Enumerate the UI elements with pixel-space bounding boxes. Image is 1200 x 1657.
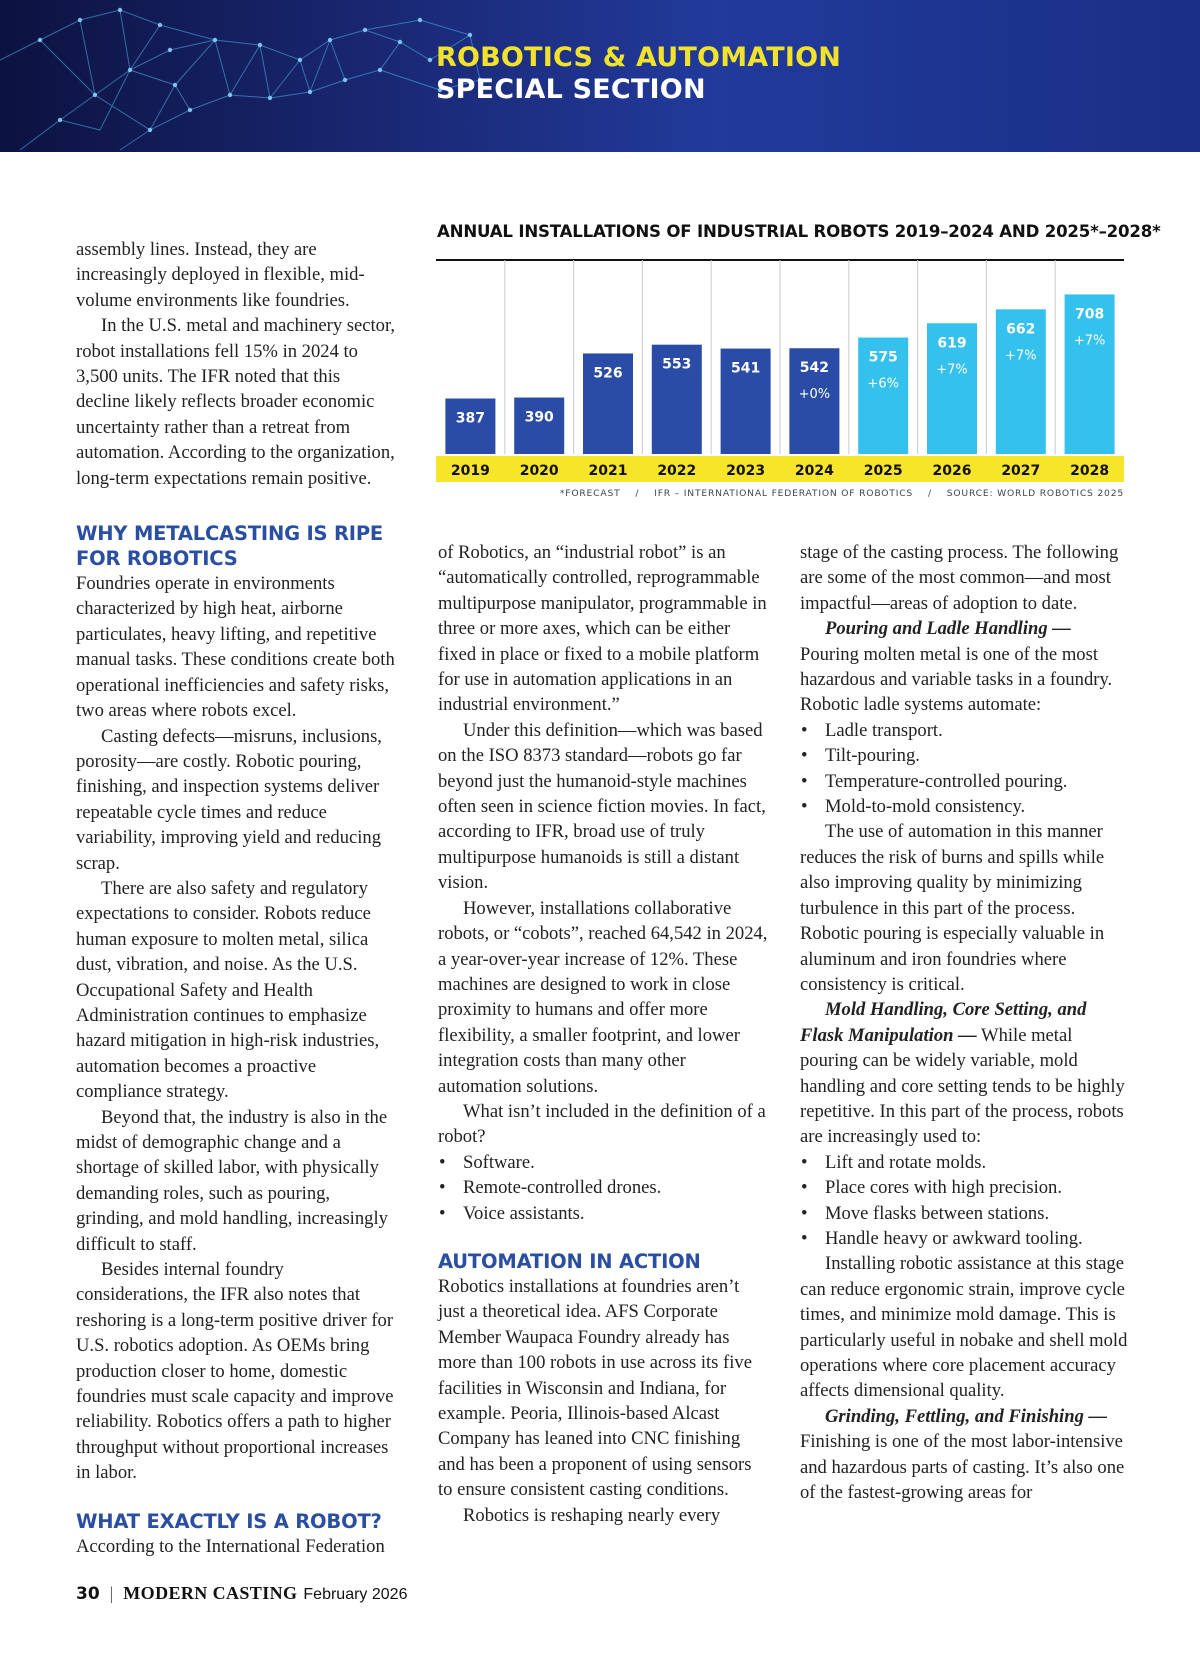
- bar-2020: [514, 398, 564, 454]
- paragraph-cobots: However, installations collaborative robots, or “cobots”, reached 64,542 in 2024, a year-over-year increase of 12%. These machines are designed to work in close proximity to humans and offer more flexibility, a smaller footprint, and lower integration costs than many other automation solutions.: [438, 897, 768, 1097]
- paragraph-iso-standard: Under this definition—which was based on the ISO 8373 standard—robots go far beyond just the humanoid-style machines often seen in science fiction movies. In fact, according to IFR, broad use of truly multipurpose humanoids is still a distant vision.: [438, 719, 766, 894]
- footnote-ifr: IFR – INTERNATIONAL FEDERATION OF ROBOTICS: [654, 488, 914, 499]
- x-tick-label: 2025: [863, 463, 903, 479]
- x-tick-label: 2027: [1001, 463, 1041, 479]
- bar-value-label: 553: [662, 356, 692, 373]
- list-item: • Software.: [438, 1150, 768, 1175]
- heading-what-is-robot: WHAT EXACTLY IS A ROBOT?: [76, 1509, 382, 1533]
- list-item: • Temperature-controlled pouring.: [800, 769, 1130, 794]
- text-mold: While metal pouring can be widely variable, mold handling and core setting tends to be highly repetitive. In this part of the process, robots are increasingly used to:: [800, 1024, 1125, 1148]
- paragraph-pouring: [800, 616, 1130, 718]
- ladle-list: [800, 718, 1130, 820]
- paragraph-ifr-definition: of Robotics, an “industrial robot” is an “automatically controlled, reprogrammable multipurpose manipulator, programmable in three or more axes, which can be either fixed in place or fixed to a mobile platform for use in automation applications in an industrial environment.”: [438, 542, 767, 716]
- x-tick-label: 2024: [794, 463, 834, 479]
- issue-date: February 2026: [303, 1586, 408, 1603]
- chart-title: ANNUAL INSTALLATIONS OF INDUSTRIAL ROBOTS 2019–2024 AND 2025*–2028*: [437, 222, 1161, 241]
- x-tick-label: 2026: [932, 463, 972, 479]
- list-item: • Move flasks between stations.: [800, 1201, 1130, 1226]
- paragraph-foundries: Foundries operate in environments characterized by high heat, airborne particulates, heavy lifting, and repetitive manual tasks. These conditions create both operational inefficiencies and safety risks, two areas where robots excel.: [76, 573, 395, 722]
- bar-growth-label: +0%: [798, 387, 831, 403]
- chart-footnote: [440, 488, 1124, 499]
- paragraph-foundry-installations: Robotics installations at foundries aren’t just a theoretical idea. AFS Corporate Member Waupaca Foundry already has more than 100 robots in use across its five facilities in Wisconsin and Indiana, for example. Peoria, Illinois-based Alcast Company has leaned into CNC finishing and has been a proponent of using sensors to ensure consistent casting conditions.: [438, 1275, 752, 1501]
- list-item: • Ladle transport.: [800, 718, 1130, 743]
- runin-mold: Mold Handling, Core Setting, and Flask Manipulation —: [800, 999, 1087, 1046]
- paragraph-mold-handling: [800, 997, 1130, 1149]
- bar-growth-label: +7%: [936, 362, 968, 378]
- not-robots-list: [438, 1150, 768, 1226]
- banner-title-line-2: SPECIAL SECTION: [436, 74, 706, 105]
- x-tick-label: 2022: [657, 463, 697, 479]
- footnote-separator-1: /: [635, 488, 640, 499]
- x-tick-label: 2023: [726, 463, 766, 479]
- paragraph-casting-defects: Casting defects—misruns, inclusions, porosity—are costly. Robotic pouring, finishing, and inspection systems deliver repeatable cycle times and reduce variability, improving yield and reducing scrap.: [76, 725, 382, 874]
- bar-value-label: 619: [937, 335, 967, 352]
- page-number: 30: [76, 1584, 100, 1604]
- paragraph-us-installations: In the U.S. metal and machinery sector, robot installations fell 15% in 2024 to 3,500 units. The IFR noted that this decline likely reflects broader economic uncertainty rather than a retreat from automation. According to the organization, long-term expectations remain positive.: [76, 315, 396, 489]
- bar-growth-label: +7%: [1073, 333, 1106, 349]
- text-pouring: Pouring molten metal is one of the most hazardous and variable tasks in a foundry. Robotic ladle systems automate:: [800, 643, 1113, 716]
- section-banner: [0, 0, 1200, 152]
- page-footer: [76, 1583, 407, 1604]
- paragraph-not-included: What isn’t included in the definition of a robot?: [438, 1100, 766, 1148]
- paragraph-according: According to the International Federation: [76, 1535, 385, 1557]
- magazine-name: MODERN CASTING: [123, 1583, 298, 1603]
- column-3: [800, 540, 1130, 1505]
- bar-value-label: 662: [1006, 321, 1036, 338]
- heading-why-metalcasting: WHY METALCASTING IS RIPE FOR ROBOTICS: [76, 522, 384, 571]
- footnote-separator-2: /: [927, 488, 932, 499]
- bar-value-label: 541: [730, 360, 761, 377]
- list-item: • Place cores with high precision.: [800, 1175, 1130, 1200]
- paragraph-reshoring: Besides internal foundry considerations, the IFR also notes that reshoring is a long-term positive driver for U.S. robotics adoption. As OEMs bring production closer to home, domestic foundries must scale capacity and improve reliability. Robotics offers a path to higher throughput without proportional increases in labor.: [76, 1259, 394, 1484]
- text-grinding: Finishing is one of the most labor-intensive and hazardous parts of casting. It’s also one of the fastest-growing areas for: [800, 1431, 1125, 1504]
- x-tick-label: 2019: [450, 463, 490, 479]
- runin-grinding: Grinding, Fettling, and Finishing —: [825, 1405, 1108, 1427]
- list-item: • Tilt-pouring.: [800, 743, 1130, 768]
- mold-list: [800, 1150, 1130, 1252]
- paragraph-grinding: [800, 1404, 1130, 1506]
- bar-value-label: 575: [868, 349, 898, 366]
- paragraph-reshaping: Robotics is reshaping nearly every: [463, 1504, 721, 1526]
- footer-separator: |: [109, 1583, 114, 1603]
- list-item: • Remote-controlled drones.: [438, 1175, 768, 1200]
- x-tick-label: 2020: [519, 463, 559, 479]
- bar-growth-label: +7%: [1005, 348, 1037, 364]
- x-tick-label: 2028: [1070, 463, 1110, 479]
- robot-installations-bar-chart: [436, 258, 1124, 490]
- bar-value-label: 708: [1074, 306, 1105, 323]
- paragraph-automation-use: The use of automation in this manner reduces the risk of burns and spills while also improving quality by minimizing turbulence in this part of the process. Robotic pouring is especially valuable in aluminum and iron foundries where consistency is critical.: [800, 821, 1105, 995]
- banner-title-line-1: ROBOTICS & AUTOMATION: [436, 42, 842, 73]
- list-item: • Handle heavy or awkward tooling.: [800, 1226, 1130, 1251]
- paragraph-intro: assembly lines. Instead, they are increasingly deployed in flexible, mid-volume environments like foundries.: [76, 239, 365, 311]
- footnote-forecast: *FORECAST: [559, 488, 621, 499]
- paragraph-installing: Installing robotic assistance at this stage can reduce ergonomic strain, improve cycle times, and minimize mold damage. This is particularly useful in nobake and shell mold operations where core placement accuracy affects dimensional quality.: [800, 1253, 1128, 1402]
- bar-value-label: 390: [524, 409, 554, 426]
- paragraph-stage: stage of the casting process. The following are some of the most common—and most impactful—areas of adoption to date.: [800, 542, 1119, 614]
- column-2: [438, 540, 768, 1528]
- paragraph-demographics: Beyond that, the industry is also in the midst of demographic change and a shortage of skilled labor, with physically demanding roles, such as pouring, grinding, and mold handling, increasingly difficult to staff.: [76, 1106, 388, 1255]
- x-tick-label: 2021: [588, 463, 628, 479]
- column-1: [76, 237, 396, 1559]
- bar-value-label: 387: [455, 410, 486, 427]
- footnote-source: SOURCE: WORLD ROBOTICS 2025: [946, 488, 1124, 499]
- heading-automation-in-action: AUTOMATION IN ACTION: [438, 1249, 701, 1273]
- bar-value-label: 542: [799, 360, 830, 377]
- list-item: • Lift and rotate molds.: [800, 1150, 1130, 1175]
- list-item: • Voice assistants.: [438, 1201, 768, 1226]
- list-item: • Mold-to-mold consistency.: [800, 794, 1130, 819]
- banner-title: [436, 42, 841, 106]
- bar-value-label: 526: [593, 365, 623, 382]
- bar-growth-label: +6%: [867, 376, 899, 392]
- runin-pouring: Pouring and Ladle Handling —: [825, 618, 1071, 640]
- paragraph-safety: There are also safety and regulatory expectations to consider. Robots reduce human exposure to molten metal, silica dust, vibration, and noise. As the U.S. Occupational Safety and Health Administration continues to emphasize hazard mitigation in high-risk industries, automation becomes a proactive compliance strategy.: [76, 877, 380, 1103]
